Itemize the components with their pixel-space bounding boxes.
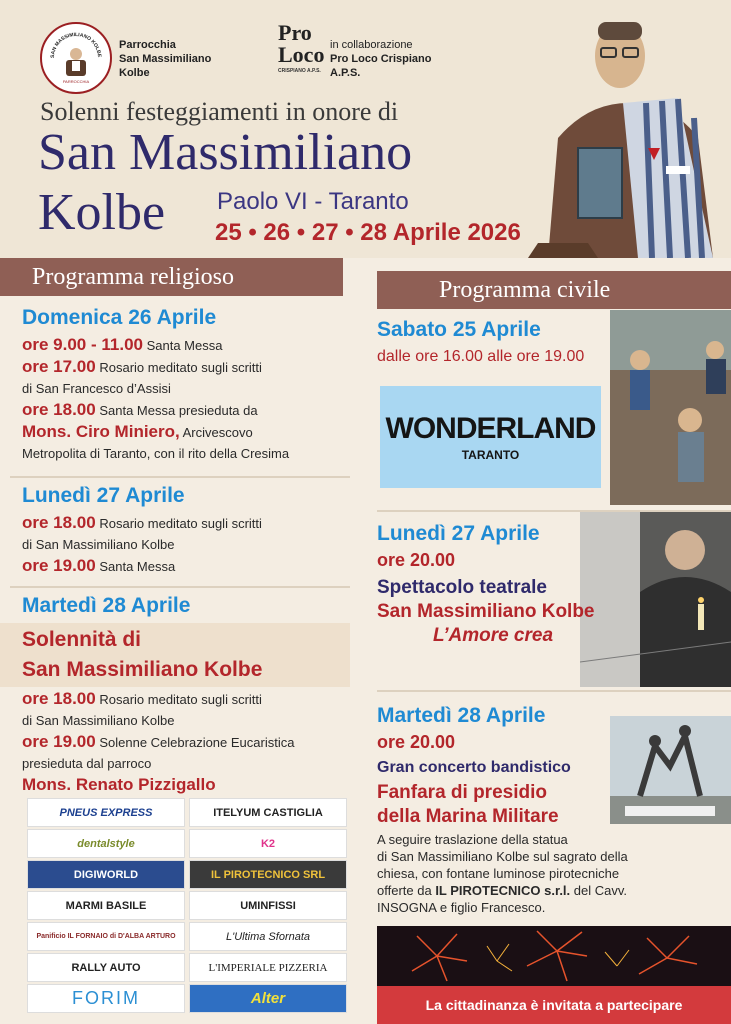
parish-name xyxy=(119,38,211,80)
wonderland-logo-sub: TARANTO xyxy=(461,448,520,462)
religious-day1-line3: di San Francesco d’Assisi xyxy=(22,381,171,396)
wonderland-logo xyxy=(380,386,601,488)
time-label: ore 17.00 xyxy=(22,357,96,376)
divider xyxy=(10,476,350,478)
religious-day1-title: Domenica 26 Aprile xyxy=(22,306,217,329)
sponsor-name: IL PIROTECNICO s.r.l. xyxy=(435,883,571,898)
time-label: ore 18.00 xyxy=(22,400,96,419)
parish-line-1: Parrocchia xyxy=(119,39,176,51)
religious-day1-line4 xyxy=(22,399,352,421)
religious-day1-line2 xyxy=(22,356,352,378)
event-title-line1: San Massimiliano xyxy=(38,124,413,181)
event-dates: 25 • 26 • 27 • 28 Aprile 2026 xyxy=(215,219,521,246)
description-line xyxy=(377,882,731,899)
seal-bottom-text: PARROCCHIA xyxy=(62,79,90,84)
event-text: Rosario meditato sugli scritti xyxy=(95,516,262,531)
proloco-logo-sub: CRISPIANO A.P.S. xyxy=(278,68,321,74)
event-location: Paolo VI - Taranto xyxy=(217,188,409,215)
civil-day1-time: dalle ore 16.00 alle ore 19.00 xyxy=(377,348,585,365)
sponsor-logo: UMINFISSI xyxy=(189,891,347,920)
sponsor-logo: MARMI BASILE xyxy=(27,891,185,920)
civil-day2-time: ore 20.00 xyxy=(377,550,456,570)
description-line: INSOGNA e figlio Francesco. xyxy=(377,900,546,915)
civil-day-3 xyxy=(377,704,731,916)
sponsor-logo: L'Ultima Sfornata xyxy=(189,922,347,951)
divider xyxy=(377,690,731,692)
time-label: ore 18.00 xyxy=(22,689,96,708)
event-text: Santa Messa presieduta da xyxy=(95,403,258,418)
religious-day2-line3 xyxy=(22,555,352,577)
civil-day-1 xyxy=(377,318,617,366)
celebrant-name: Mons. Ciro Miniero, xyxy=(22,422,180,441)
collab-intro: in collaborazione xyxy=(330,39,413,51)
sponsor-logo: PNEUS EXPRESS xyxy=(27,798,185,827)
description-text: offerte da xyxy=(377,883,436,898)
sponsor-logo: Panificio IL FORNAIO di D'ALBA ARTURO xyxy=(27,922,185,951)
parish-line-2: San Massimiliano xyxy=(119,53,212,65)
time-label: ore 9.00 - 11.00 xyxy=(22,335,143,354)
wonderland-logo-main: WONDERLAND xyxy=(385,412,596,445)
religious-day1-line5 xyxy=(22,421,352,443)
civil-day3-event: Gran concerto bandistico xyxy=(377,759,571,776)
religious-day-3 xyxy=(22,688,352,796)
civil-day2-title: Lunedì 27 Aprile xyxy=(377,522,540,545)
religious-day-2 xyxy=(22,484,352,577)
civil-day3-band2: della Marina Militare xyxy=(377,806,559,827)
collaboration-text xyxy=(330,38,431,80)
sponsor-logo: Alter xyxy=(189,984,347,1013)
civil-day2-subject: San Massimiliano Kolbe xyxy=(377,601,595,622)
event-text: Rosario meditato sugli scritti xyxy=(95,360,262,375)
description-line: chiesa, con fontane luminose pirotecniche xyxy=(377,866,620,881)
religious-day3-title: Martedì 28 Aprile xyxy=(22,594,191,617)
proloco-logo xyxy=(278,22,328,92)
celebrant-name: Mons. Renato Pizzigallo xyxy=(22,775,216,794)
sponsor-logo: FORIM xyxy=(27,984,185,1013)
fireworks-photo xyxy=(377,926,731,986)
event-text: Rosario meditato sugli scritti xyxy=(95,692,262,707)
children-photo xyxy=(610,310,731,505)
religious-day2-line2: di San Massimiliano Kolbe xyxy=(22,537,175,552)
description-line: A seguire traslazione della statua xyxy=(377,832,568,847)
sponsor-logo: ITELYUM CASTIGLIA xyxy=(189,798,347,827)
religious-program-heading: Programma religioso xyxy=(0,258,343,296)
religious-day1-line1 xyxy=(22,334,352,356)
event-text: Santa Messa xyxy=(142,338,223,353)
collab-name-1: Pro Loco Crispiano xyxy=(330,53,432,65)
civil-day2-event: Spettacolo teatrale xyxy=(377,577,547,598)
divider xyxy=(10,586,350,588)
religious-day2-line1 xyxy=(22,512,352,534)
time-label: ore 19.00 xyxy=(22,732,96,751)
invitation-banner: La cittadinanza è invitata a partecipare xyxy=(377,986,731,1024)
sponsor-logo: L'IMPERIALE PIZZERIA xyxy=(189,953,347,982)
description-text: del Cavv. xyxy=(570,883,627,898)
event-text: Solenne Celebrazione Eucaristica xyxy=(95,735,295,750)
civil-day2-tagline: L’Amore crea xyxy=(433,625,554,646)
collab-name-2: A.P.S. xyxy=(330,67,361,79)
religious-day3-line1 xyxy=(22,688,352,710)
time-label: ore 19.00 xyxy=(22,556,96,575)
sponsor-logo: IL PIROTECNICO SRL xyxy=(189,860,347,889)
civil-day1-title: Sabato 25 Aprile xyxy=(377,318,541,341)
civil-program-heading: Programma civile xyxy=(377,271,731,309)
solemnity-line1: Solennità di xyxy=(22,628,142,651)
saint-portrait-icon xyxy=(46,28,106,88)
sponsor-logo: dentalstyle xyxy=(27,829,185,858)
proloco-logo-loco: Loco xyxy=(278,42,325,67)
religious-day3-line4: presieduta dal parroco xyxy=(22,756,152,771)
event-text: Arcivescovo xyxy=(179,425,253,440)
description-line: di San Massimiliano Kolbe sul sagrato della xyxy=(377,849,628,864)
religious-day3-line3 xyxy=(22,731,352,753)
religious-day3-line2: di San Massimiliano Kolbe xyxy=(22,713,175,728)
civil-day3-title: Martedì 28 Aprile xyxy=(377,704,546,727)
civil-day3-description xyxy=(377,831,731,916)
sponsors-grid xyxy=(27,798,347,1016)
religious-day2-title: Lunedì 27 Aprile xyxy=(22,484,185,507)
proloco-logo-pro: Pro xyxy=(278,20,312,45)
religious-day1-line6: Metropolita di Taranto, con il rito della Cresima xyxy=(22,446,290,461)
time-label: ore 18.00 xyxy=(22,513,96,532)
parish-line-3: Kolbe xyxy=(119,67,150,79)
civil-day3-time: ore 20.00 xyxy=(377,732,456,752)
event-subtitle: Solenni festeggiamenti in onore di xyxy=(40,97,399,126)
event-text: Santa Messa xyxy=(95,559,176,574)
sponsor-logo: RALLY AUTO xyxy=(27,953,185,982)
saint-statue-image xyxy=(528,8,723,258)
religious-day-1 xyxy=(22,306,352,464)
sponsor-logo: DIGIWORLD xyxy=(27,860,185,889)
sponsor-logo: K2 xyxy=(189,829,347,858)
solemnity-line2: San Massimiliano Kolbe xyxy=(22,658,263,681)
civil-day3-band1: Fanfara di presidio xyxy=(377,782,547,803)
solemnity-title xyxy=(22,625,262,685)
seal-arc-text: SAN MASSIMILIANO KOLBE xyxy=(49,31,103,59)
parish-seal-logo xyxy=(40,22,112,94)
religious-day3-line5 xyxy=(22,774,352,796)
event-title-line2: Kolbe xyxy=(38,184,166,241)
civil-day-2 xyxy=(377,522,627,647)
